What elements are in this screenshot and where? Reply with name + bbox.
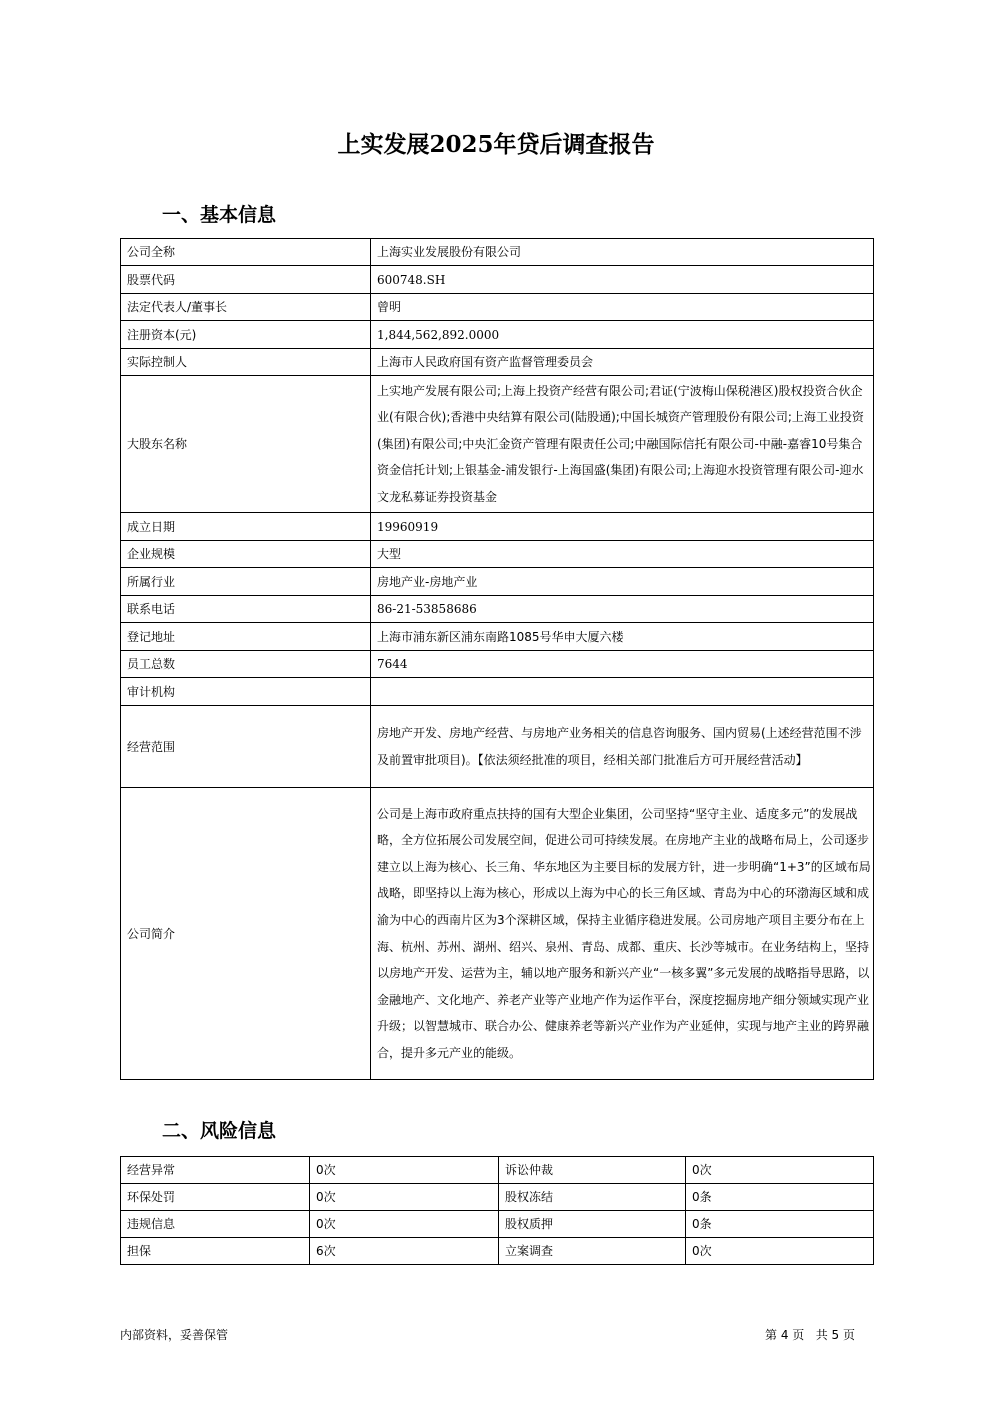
table-row xyxy=(121,1184,874,1211)
risk-value: 0次 xyxy=(310,1157,499,1184)
risk-label: 股权冻结 xyxy=(499,1184,686,1211)
table-row xyxy=(121,1238,874,1265)
table-row xyxy=(121,376,874,513)
table-row xyxy=(121,266,874,294)
report-title: 上实发展2025年贷后调查报告 xyxy=(337,131,655,158)
row-label: 登记地址 xyxy=(121,623,371,651)
row-label: 公司简介 xyxy=(121,788,371,1080)
table-row xyxy=(121,596,874,623)
row-value: 房地产业-房地产业 xyxy=(371,568,874,596)
row-value xyxy=(371,678,874,706)
row-value: 86-21-53858686 xyxy=(371,596,874,623)
basic-info-table xyxy=(120,238,874,1080)
risk-label: 环保处罚 xyxy=(121,1184,310,1211)
table-row xyxy=(121,513,874,541)
footer-confidential-note: 内部资料，妥善保管 xyxy=(120,1328,229,1342)
row-value: 7644 xyxy=(371,651,874,678)
section-basic-heading: 一、基本信息 xyxy=(162,204,277,226)
table-row xyxy=(121,349,874,376)
row-value: 上实地产发展有限公司;上海上投资产经营有限公司;君证(宁波梅山保税港区)股权投资合伙企业(有限合伙);香港中央结算有限公司(陆股通);中国长城资产管理股份有限公司;上海工业投资(集团)有限公司;中央汇金资产管理有限责任公司;中融国际信托有限公司-中融-嘉睿10号集合资金信托计划;上银基金-浦发银行-上海国盛(集团)有限公司;上海迎水投资管理有限公司-迎水文龙私募证券投资基金 xyxy=(371,376,874,513)
risk-value: 6次 xyxy=(310,1238,499,1265)
footer-page-number: 第 4 页 共 5 页 xyxy=(765,1328,855,1342)
risk-value: 0次 xyxy=(686,1157,874,1184)
table-row xyxy=(121,706,874,788)
risk-label: 立案调查 xyxy=(499,1238,686,1265)
risk-value: 0次 xyxy=(686,1238,874,1265)
risk-value: 0条 xyxy=(686,1184,874,1211)
risk-value: 0次 xyxy=(310,1184,499,1211)
row-value: 上海市人民政府国有资产监督管理委员会 xyxy=(371,349,874,376)
table-row xyxy=(121,1157,874,1184)
row-label: 注册资本(元) xyxy=(121,321,371,349)
row-value: 上海实业发展股份有限公司 xyxy=(371,239,874,266)
table-row xyxy=(121,1211,874,1238)
risk-label: 经营异常 xyxy=(121,1157,310,1184)
row-value: 1,844,562,892.0000 xyxy=(371,321,874,349)
section-risk-heading: 二、风险信息 xyxy=(162,1120,277,1142)
risk-value: 0条 xyxy=(686,1211,874,1238)
row-label: 员工总数 xyxy=(121,651,371,678)
table-row xyxy=(121,678,874,706)
table-row xyxy=(121,568,874,596)
table-row xyxy=(121,541,874,568)
row-label: 大股东名称 xyxy=(121,376,371,513)
row-label: 经营范围 xyxy=(121,706,371,788)
row-label: 成立日期 xyxy=(121,513,371,541)
row-value: 19960919 xyxy=(371,513,874,541)
row-label: 股票代码 xyxy=(121,266,371,294)
table-row xyxy=(121,294,874,321)
row-label: 联系电话 xyxy=(121,596,371,623)
risk-label: 违规信息 xyxy=(121,1211,310,1238)
row-label: 企业规模 xyxy=(121,541,371,568)
table-row xyxy=(121,651,874,678)
table-row xyxy=(121,623,874,651)
row-label: 法定代表人/董事长 xyxy=(121,294,371,321)
row-label: 所属行业 xyxy=(121,568,371,596)
risk-info-table xyxy=(120,1156,874,1265)
row-value: 曾明 xyxy=(371,294,874,321)
row-label: 实际控制人 xyxy=(121,349,371,376)
row-value: 600748.SH xyxy=(371,266,874,294)
row-value: 大型 xyxy=(371,541,874,568)
table-row xyxy=(121,321,874,349)
row-value: 上海市浦东新区浦东南路1085号华申大厦六楼 xyxy=(371,623,874,651)
table-row xyxy=(121,239,874,266)
risk-label: 股权质押 xyxy=(499,1211,686,1238)
row-value: 公司是上海市政府重点扶持的国有大型企业集团，公司坚持“坚守主业、适度多元”的发展战略，全方位拓展公司发展空间，促进公司可持续发展。在房地产主业的战略布局上，公司逐步建立以上海为核心、长三角、华东地区为主要目标的发展方针，进一步明确“1+3”的区域布局战略，即坚持以上海为核心，形成以上海为中心的长三角区域、青岛为中心的环渤海区域和成渝为中心的西南片区为3个深耕区域，保持主业循序稳进发展。公司房地产项目主要分布在上海、杭州、苏州、湖州、绍兴、泉州、青岛、成都、重庆、长沙等城市。在业务结构上，坚持以房地产开发、运营为主，辅以地产服务和新兴产业“一核多翼”多元发展的战略指导思路，以金融地产、文化地产、养老产业等产业地产作为运作平台，深度挖掘房地产细分领域实现产业升级；以智慧城市、联合办公、健康养老等新兴产业作为产业延伸，实现与地产主业的跨界融合，提升多元产业的能级。 xyxy=(371,788,874,1080)
table-row xyxy=(121,788,874,1080)
risk-label: 诉讼仲裁 xyxy=(499,1157,686,1184)
risk-label: 担保 xyxy=(121,1238,310,1265)
row-label: 审计机构 xyxy=(121,678,371,706)
row-label: 公司全称 xyxy=(121,239,371,266)
row-value: 房地产开发、房地产经营、与房地产业务相关的信息咨询服务、国内贸易(上述经营范围不涉及前置审批项目)。【依法须经批准的项目，经相关部门批准后方可开展经营活动】 xyxy=(371,706,874,788)
risk-value: 0次 xyxy=(310,1211,499,1238)
